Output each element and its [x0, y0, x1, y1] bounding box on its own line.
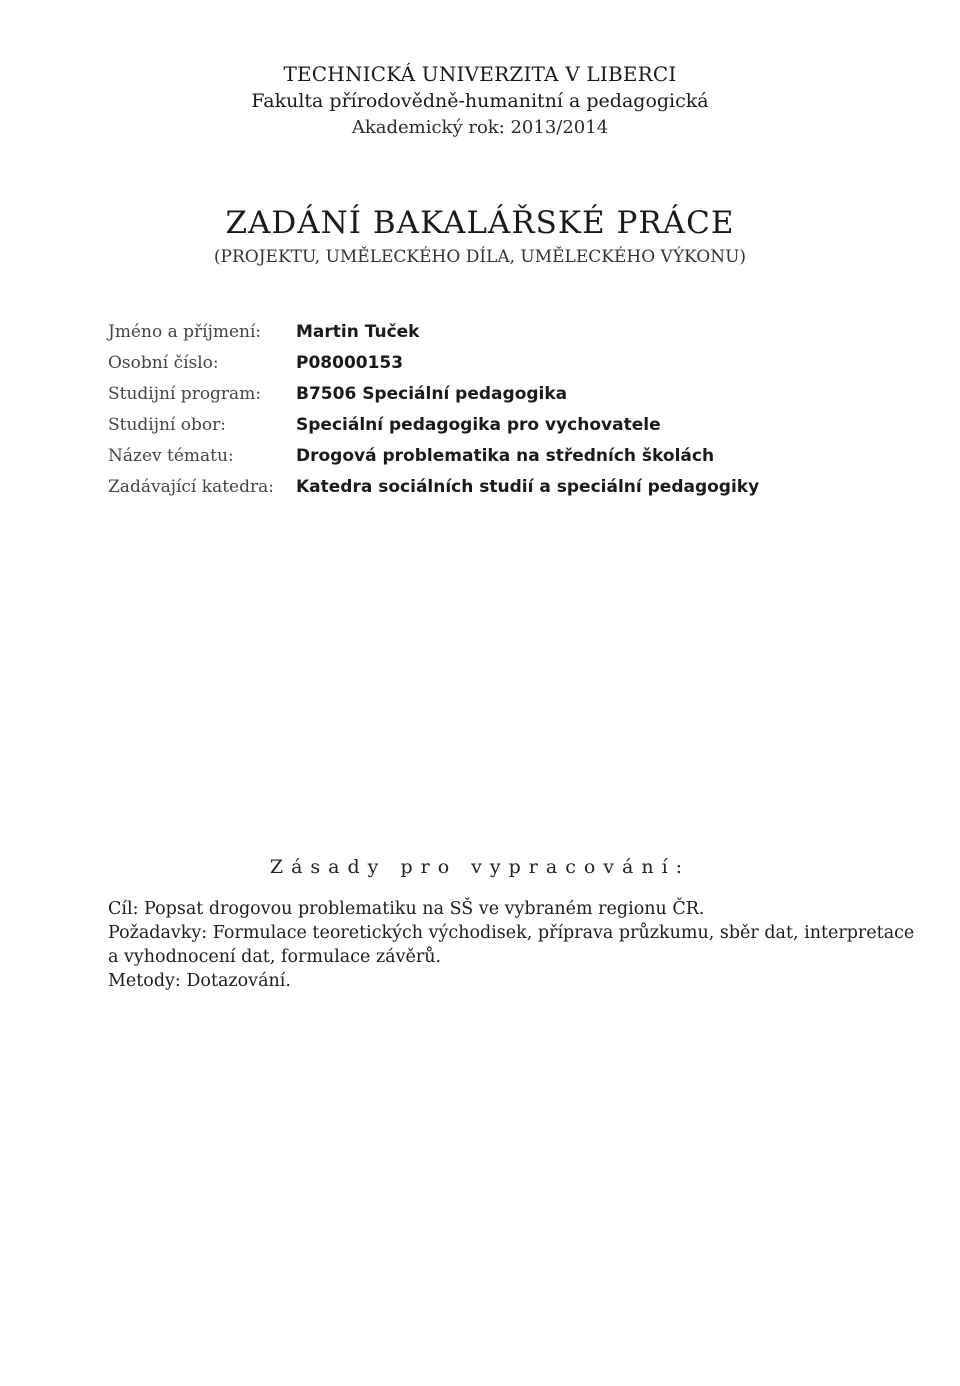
- info-label: Osobní číslo:: [108, 353, 219, 373]
- info-value: B7506 Speciální pedagogika: [296, 384, 568, 404]
- document-title: ZADÁNÍ BAKALÁŘSKÉ PRÁCE: [225, 205, 735, 241]
- info-label: Studijní obor:: [108, 415, 227, 435]
- guidelines-body: [108, 897, 918, 993]
- info-value: P08000153: [296, 353, 404, 373]
- info-label: Jméno a příjmení:: [108, 322, 262, 342]
- guideline-methods: Metody: Dotazování.: [108, 971, 291, 991]
- info-label: Zadávající katedra:: [108, 477, 274, 497]
- academic-year: Akademický rok: 2013/2014: [351, 117, 609, 138]
- info-label: Studijní program:: [108, 384, 262, 404]
- university-name: TECHNICKÁ UNIVERZITA V LIBERCI: [283, 62, 677, 86]
- faculty-name: Fakulta přírodovědně-humanitní a pedagogická: [251, 90, 709, 112]
- info-value: Drogová problematika na středních školách: [296, 446, 715, 466]
- guideline-goal: Cíl: Popsat drogovou problematiku na SŠ ve vybraném regionu ČR.: [108, 899, 705, 919]
- info-value: Martin Tuček: [296, 322, 420, 342]
- guideline-requirements: Požadavky: Formulace teoretických východisek, příprava průzkumu, sběr dat, interpretace a vyhodnocení dat, formulace závěrů.: [108, 923, 915, 967]
- info-value: Katedra sociálních studií a speciální pedagogiky: [296, 477, 760, 497]
- info-value: Speciální pedagogika pro vychovatele: [296, 415, 661, 435]
- info-label: Název tématu:: [108, 446, 234, 466]
- guidelines-heading: Zásady pro vypracování:: [269, 856, 691, 878]
- document-subtitle: (PROJEKTU, UMĚLECKÉHO DÍLA, UMĚLECKÉHO VÝKONU): [213, 247, 747, 267]
